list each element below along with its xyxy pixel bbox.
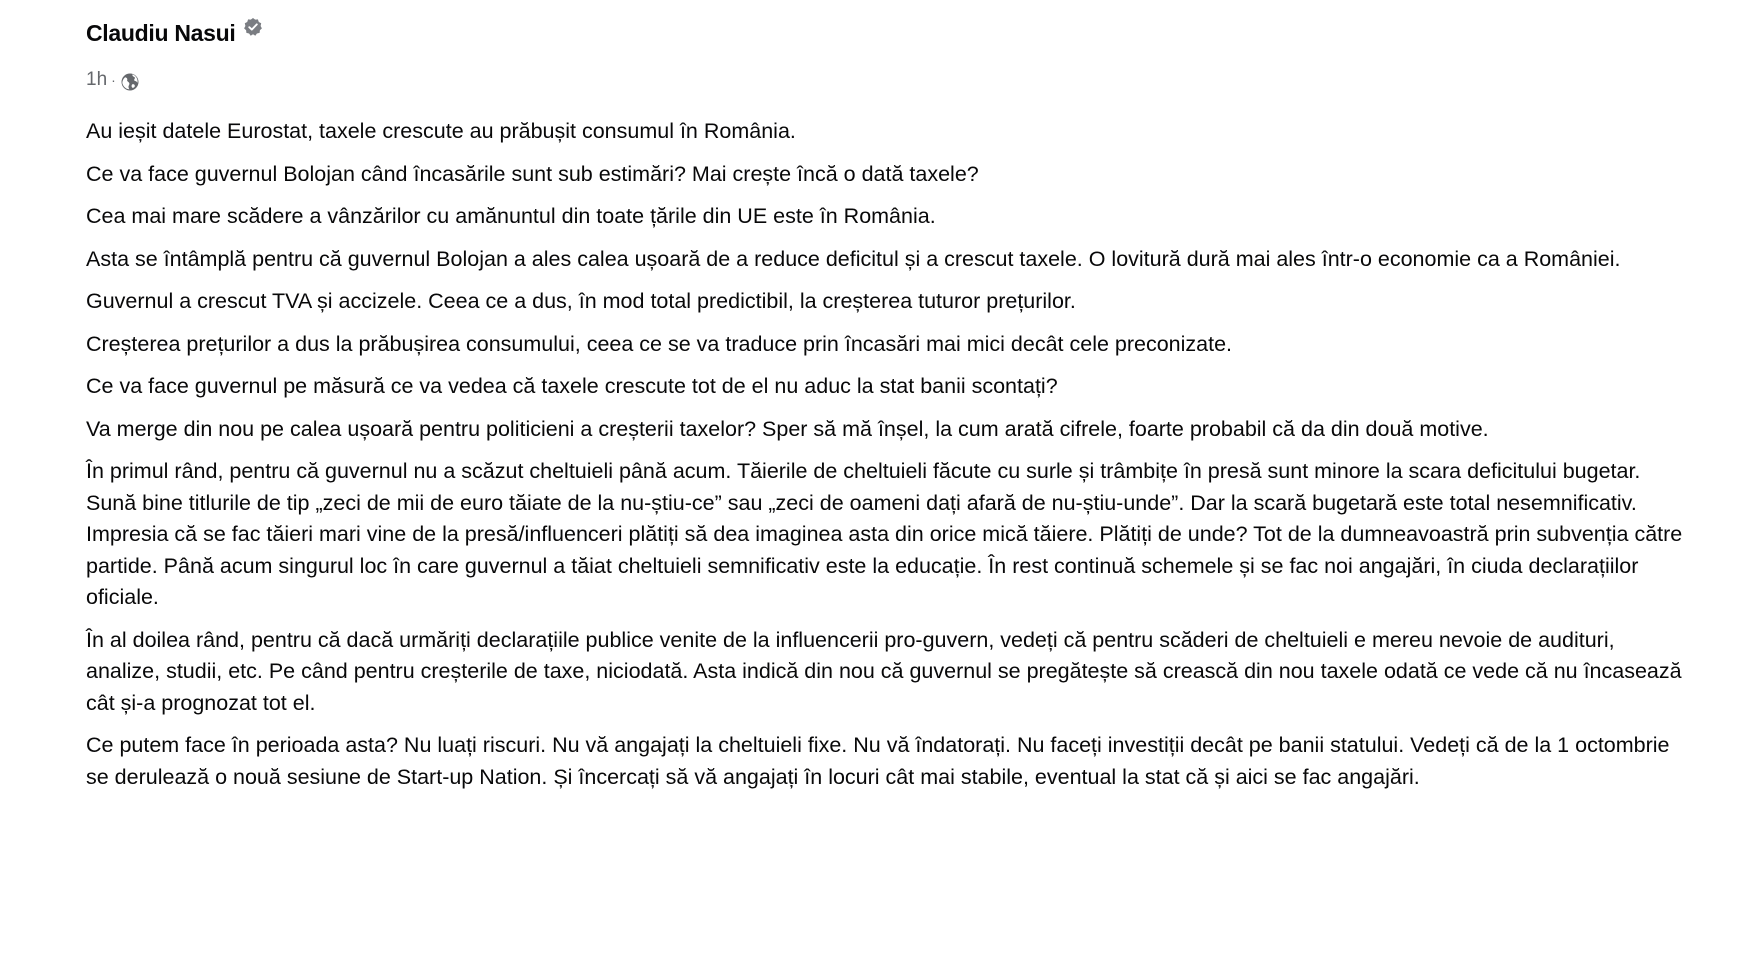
post-body bbox=[86, 116, 1686, 793]
post-paragraph: Ce putem face în perioada asta? Nu luați riscuri. Nu vă angajați la cheltuieli fixe. Nu vă îndatorați. Nu faceți investiții decât pe banii statului. Vedeți că de la 1 octombrie se derulează o nouă sesiune de Start-up Nation. Și încercați să vă angajați în locuri cât mai stabile, eventual la stat că și aici se fac angajări. bbox=[86, 733, 1670, 789]
post-meta bbox=[86, 68, 1686, 92]
post-paragraph: Cea mai mare scădere a vânzărilor cu amănuntul din toate țările din UE este în România. bbox=[86, 204, 936, 228]
post-paragraph: Ce va face guvernul Bolojan când încasările sunt sub estimări? Mai crește încă o dată taxele? bbox=[86, 161, 979, 186]
author-row bbox=[86, 14, 1686, 52]
post-paragraph: În primul rând, pentru că guvernul nu a scăzut cheltuieli până acum. Tăierile de cheltuieli făcute cu surle și trâmbițe în presă sunt minore la scara deficitului bugetar. Sună bine titlurile de tip „zeci de mii de euro tăiate de la nu-știu-ce” sau „zeci de oameni dați afară de nu-știu-unde”. Dar la scară bugetară este total nesemnificativ. Impresia că se fac tăieri mari vine de la presă/influenceri plătiți să dea imaginea asta din orice mică tăiere. Plătiți de unde? Tot de la dumneavoastră prin subvenția către partide. Până acum singurul loc în care guvernul a tăiat cheltuieli semnificativ este la educație. În rest continuă schemele și se fac noi angajări, în ciuda declarațiilor oficiale. bbox=[86, 459, 1683, 609]
post-paragraph: Creșterea prețurilor a dus la prăbușirea consumului, ceea ce se va traduce prin încasări mai mici decât cele preconizate. bbox=[86, 331, 1233, 356]
post-timestamp[interactable]: 1h bbox=[86, 69, 108, 90]
post-paragraph: Guvernul a crescut TVA și accizele. Ceea ce a dus, în mod total predictibil, la creșterea tuturor prețurilor. bbox=[86, 289, 1076, 313]
post-paragraph: Au ieșit datele Eurostat, taxele crescute au prăbușit consumul în România. bbox=[86, 119, 796, 143]
verified-badge-icon bbox=[243, 17, 263, 37]
globe-icon[interactable] bbox=[120, 72, 140, 92]
post-paragraph: Ce va face guvernul pe măsură ce va vedea că taxele crescute tot de el nu aduc la stat banii scontați? bbox=[86, 374, 1058, 398]
post-paragraph: Va merge din nou pe calea ușoară pentru politicieni a creșterii taxelor? Sper să mă înșel, la cum arată cifrele, foarte probabil că da din două motive. bbox=[86, 416, 1489, 441]
meta-separator: · bbox=[111, 72, 116, 88]
facebook-post bbox=[86, 0, 1686, 804]
post-paragraph: În al doilea rând, pentru că dacă urmăriți declarațiile publice venite de la influencerii pro-guvern, vedeți că pentru scăderi de cheltuieli e mereu nevoie de audituri, analize, studii, etc. Pe când pentru creșterile de taxe, niciodată. Asta indică din nou că guvernul se pregătește să crească din nou taxele odată ce vede că nu încasează cât și-a prognozat tot el. bbox=[86, 627, 1682, 715]
post-header bbox=[86, 0, 1686, 92]
author-name[interactable]: Claudiu Nasui bbox=[86, 19, 236, 46]
post-paragraph: Asta se întâmplă pentru că guvernul Bolojan a ales calea ușoară de a reduce deficitul și a crescut taxele. O lovitură dură mai ales într-o economie ca a României. bbox=[86, 246, 1621, 271]
